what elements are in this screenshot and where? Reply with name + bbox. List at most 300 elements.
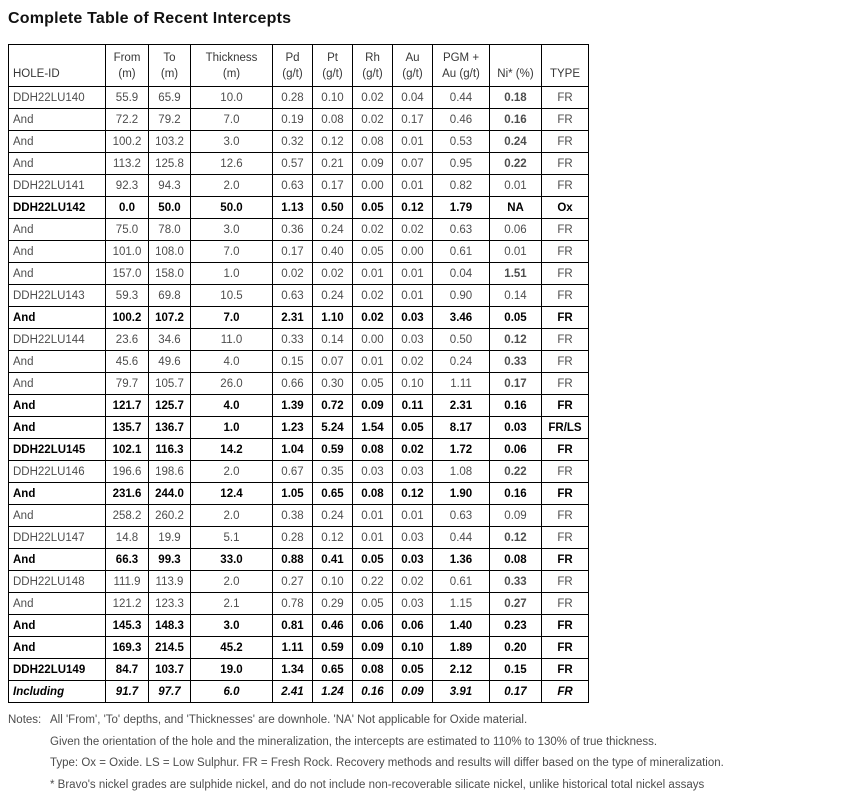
cell-type: FR — [542, 637, 589, 659]
cell-au: 0.06 — [393, 615, 433, 637]
table-row — [9, 109, 589, 131]
cell-to: 99.3 — [149, 549, 191, 571]
cell-from: 23.6 — [106, 329, 149, 351]
cell-pd: 2.41 — [273, 681, 313, 703]
cell-ni: 0.22 — [490, 153, 542, 175]
cell-rh: 0.01 — [353, 351, 393, 373]
cell-au: 0.03 — [393, 593, 433, 615]
cell-pd: 0.02 — [273, 263, 313, 285]
cell-pt: 0.24 — [313, 505, 353, 527]
cell-pgm-au: 1.08 — [433, 461, 490, 483]
cell-to: 79.2 — [149, 109, 191, 131]
cell-au: 0.01 — [393, 505, 433, 527]
table-row — [9, 659, 589, 681]
cell-from: 92.3 — [106, 175, 149, 197]
cell-rh: 0.00 — [353, 175, 393, 197]
cell-hole-id: And — [9, 505, 106, 527]
cell-thickness: 2.0 — [191, 461, 273, 483]
cell-thickness: 4.0 — [191, 351, 273, 373]
cell-pgm-au: 8.17 — [433, 417, 490, 439]
cell-ni: 0.20 — [490, 637, 542, 659]
cell-ni: 0.06 — [490, 219, 542, 241]
table-row — [9, 351, 589, 373]
cell-rh: 0.02 — [353, 219, 393, 241]
cell-pt: 0.08 — [313, 109, 353, 131]
cell-au: 0.07 — [393, 153, 433, 175]
cell-ni: 0.33 — [490, 351, 542, 373]
table-row — [9, 637, 589, 659]
cell-pgm-au: 1.90 — [433, 483, 490, 505]
cell-pgm-au: 0.53 — [433, 131, 490, 153]
cell-ni: 0.12 — [490, 329, 542, 351]
note-line-2: Given the orientation of the hole and the mineralization, the intercepts are estimated to 110% to 130% of true thickness. — [50, 735, 658, 748]
cell-ni: 0.01 — [490, 175, 542, 197]
cell-type: FR — [542, 593, 589, 615]
cell-rh: 0.02 — [353, 307, 393, 329]
cell-hole-id: DDH22LU145 — [9, 439, 106, 461]
cell-pt: 0.12 — [313, 131, 353, 153]
cell-to: 94.3 — [149, 175, 191, 197]
cell-pt: 0.10 — [313, 87, 353, 109]
column-header-ni: Ni* (%) — [490, 45, 542, 87]
cell-au: 0.05 — [393, 417, 433, 439]
cell-to: 108.0 — [149, 241, 191, 263]
cell-pt: 0.40 — [313, 241, 353, 263]
cell-to: 103.2 — [149, 131, 191, 153]
cell-type: FR — [542, 549, 589, 571]
cell-ni: 0.05 — [490, 307, 542, 329]
cell-from: 231.6 — [106, 483, 149, 505]
cell-rh: 0.22 — [353, 571, 393, 593]
cell-type: FR — [542, 571, 589, 593]
cell-pt: 0.72 — [313, 395, 353, 417]
cell-hole-id: And — [9, 637, 106, 659]
cell-from: 72.2 — [106, 109, 149, 131]
cell-pt: 1.24 — [313, 681, 353, 703]
cell-ni: 0.27 — [490, 593, 542, 615]
cell-type: FR — [542, 351, 589, 373]
cell-rh: 0.05 — [353, 241, 393, 263]
cell-pd: 0.19 — [273, 109, 313, 131]
cell-ni: 0.23 — [490, 615, 542, 637]
cell-au: 0.09 — [393, 681, 433, 703]
cell-au: 0.02 — [393, 351, 433, 373]
table-row — [9, 175, 589, 197]
cell-to: 65.9 — [149, 87, 191, 109]
cell-pt: 0.46 — [313, 615, 353, 637]
cell-ni: 0.24 — [490, 131, 542, 153]
column-header-pgm-au: PGM + Au (g/t) — [433, 45, 490, 87]
cell-au: 0.10 — [393, 637, 433, 659]
table-row — [9, 417, 589, 439]
cell-from: 121.7 — [106, 395, 149, 417]
cell-rh: 0.09 — [353, 153, 393, 175]
cell-type: FR — [542, 329, 589, 351]
cell-thickness: 3.0 — [191, 615, 273, 637]
cell-rh: 0.02 — [353, 109, 393, 131]
cell-au: 0.05 — [393, 659, 433, 681]
cell-pd: 2.31 — [273, 307, 313, 329]
table-row — [9, 395, 589, 417]
cell-rh: 0.08 — [353, 439, 393, 461]
cell-pgm-au: 1.11 — [433, 373, 490, 395]
cell-rh: 0.01 — [353, 505, 393, 527]
cell-pt: 1.10 — [313, 307, 353, 329]
cell-from: 258.2 — [106, 505, 149, 527]
cell-thickness: 10.5 — [191, 285, 273, 307]
cell-pt: 0.35 — [313, 461, 353, 483]
cell-ni: 0.15 — [490, 659, 542, 681]
cell-pt: 0.50 — [313, 197, 353, 219]
cell-ni: 0.01 — [490, 241, 542, 263]
table-row — [9, 329, 589, 351]
cell-hole-id: And — [9, 263, 106, 285]
cell-pd: 0.63 — [273, 175, 313, 197]
cell-from: 100.2 — [106, 307, 149, 329]
notes-section — [8, 710, 860, 796]
cell-thickness: 4.0 — [191, 395, 273, 417]
cell-from: 45.6 — [106, 351, 149, 373]
cell-pgm-au: 1.79 — [433, 197, 490, 219]
cell-pgm-au: 3.46 — [433, 307, 490, 329]
cell-from: 91.7 — [106, 681, 149, 703]
cell-pgm-au: 3.91 — [433, 681, 490, 703]
cell-ni: 0.06 — [490, 439, 542, 461]
cell-ni: 0.09 — [490, 505, 542, 527]
cell-to: 19.9 — [149, 527, 191, 549]
cell-thickness: 7.0 — [191, 109, 273, 131]
cell-to: 107.2 — [149, 307, 191, 329]
column-header-pd: Pd (g/t) — [273, 45, 313, 87]
cell-pt: 0.24 — [313, 219, 353, 241]
cell-pd: 0.38 — [273, 505, 313, 527]
cell-to: 103.7 — [149, 659, 191, 681]
cell-pt: 0.14 — [313, 329, 353, 351]
cell-rh: 0.08 — [353, 131, 393, 153]
cell-hole-id: And — [9, 307, 106, 329]
cell-hole-id: DDH22LU140 — [9, 87, 106, 109]
table-row — [9, 241, 589, 263]
cell-pd: 1.05 — [273, 483, 313, 505]
table-row — [9, 571, 589, 593]
cell-pd: 0.27 — [273, 571, 313, 593]
cell-hole-id: And — [9, 351, 106, 373]
cell-from: 169.3 — [106, 637, 149, 659]
intercepts-table — [8, 44, 589, 703]
cell-pgm-au: 0.61 — [433, 571, 490, 593]
cell-thickness: 33.0 — [191, 549, 273, 571]
cell-type: FR — [542, 505, 589, 527]
cell-from: 102.1 — [106, 439, 149, 461]
cell-to: 260.2 — [149, 505, 191, 527]
cell-hole-id: Including — [9, 681, 106, 703]
notes-lines — [50, 710, 860, 796]
cell-to: 78.0 — [149, 219, 191, 241]
cell-rh: 0.00 — [353, 329, 393, 351]
cell-type: FR — [542, 461, 589, 483]
cell-from: 157.0 — [106, 263, 149, 285]
cell-rh: 0.09 — [353, 637, 393, 659]
cell-to: 69.8 — [149, 285, 191, 307]
cell-thickness: 3.0 — [191, 131, 273, 153]
cell-au: 0.04 — [393, 87, 433, 109]
cell-thickness: 2.0 — [191, 571, 273, 593]
cell-ni: 0.12 — [490, 527, 542, 549]
cell-ni: 0.16 — [490, 395, 542, 417]
cell-type: FR — [542, 175, 589, 197]
cell-ni: 0.18 — [490, 87, 542, 109]
cell-rh: 0.05 — [353, 593, 393, 615]
cell-pt: 0.07 — [313, 351, 353, 373]
cell-from: 111.9 — [106, 571, 149, 593]
cell-to: 97.7 — [149, 681, 191, 703]
notes-label: Notes: — [8, 714, 42, 726]
cell-rh: 0.05 — [353, 549, 393, 571]
cell-type: FR — [542, 87, 589, 109]
cell-type: Ox — [542, 197, 589, 219]
cell-pd: 0.36 — [273, 219, 313, 241]
cell-pd: 1.04 — [273, 439, 313, 461]
cell-rh: 0.08 — [353, 483, 393, 505]
note-line-1: All 'From', 'To' depths, and 'Thicknesses' are downhole. 'NA' Not applicable for Oxide material. — [50, 714, 528, 726]
cell-pgm-au: 0.82 — [433, 175, 490, 197]
table-row — [9, 615, 589, 637]
cell-to: 198.6 — [149, 461, 191, 483]
cell-to: 214.5 — [149, 637, 191, 659]
cell-to: 244.0 — [149, 483, 191, 505]
cell-pgm-au: 2.12 — [433, 659, 490, 681]
cell-pgm-au: 0.95 — [433, 153, 490, 175]
cell-pgm-au: 0.44 — [433, 87, 490, 109]
cell-au: 0.03 — [393, 461, 433, 483]
cell-to: 136.7 — [149, 417, 191, 439]
cell-thickness: 1.0 — [191, 263, 273, 285]
table-row — [9, 681, 589, 703]
column-header-to: To (m) — [149, 45, 191, 87]
cell-au: 0.00 — [393, 241, 433, 263]
cell-hole-id: And — [9, 219, 106, 241]
column-header-rh: Rh (g/t) — [353, 45, 393, 87]
cell-pd: 0.67 — [273, 461, 313, 483]
cell-thickness: 45.2 — [191, 637, 273, 659]
cell-pd: 0.88 — [273, 549, 313, 571]
column-header-hole-id: HOLE-ID — [9, 45, 106, 87]
cell-from: 84.7 — [106, 659, 149, 681]
cell-rh: 0.06 — [353, 615, 393, 637]
cell-from: 121.2 — [106, 593, 149, 615]
note-line-3: Type: Ox = Oxide. LS = Low Sulphur. FR = Fresh Rock. Recovery methods and results will differ based on the type of mineralization. — [50, 757, 724, 769]
cell-au: 0.03 — [393, 527, 433, 549]
cell-pt: 0.29 — [313, 593, 353, 615]
cell-hole-id: And — [9, 241, 106, 263]
cell-pd: 0.63 — [273, 285, 313, 307]
cell-hole-id: And — [9, 153, 106, 175]
cell-thickness: 12.6 — [191, 153, 273, 175]
cell-type: FR — [542, 241, 589, 263]
cell-pd: 0.33 — [273, 329, 313, 351]
cell-to: 116.3 — [149, 439, 191, 461]
cell-type: FR — [542, 615, 589, 637]
table-body — [9, 87, 589, 703]
cell-type: FR — [542, 395, 589, 417]
cell-thickness: 3.0 — [191, 219, 273, 241]
cell-from: 196.6 — [106, 461, 149, 483]
cell-pgm-au: 0.04 — [433, 263, 490, 285]
cell-ni: 0.16 — [490, 109, 542, 131]
table-row — [9, 197, 589, 219]
cell-type: FR — [542, 307, 589, 329]
table-row — [9, 219, 589, 241]
cell-hole-id: And — [9, 131, 106, 153]
cell-thickness: 2.0 — [191, 505, 273, 527]
cell-thickness: 10.0 — [191, 87, 273, 109]
cell-ni: 1.51 — [490, 263, 542, 285]
cell-thickness: 2.1 — [191, 593, 273, 615]
cell-au: 0.12 — [393, 197, 433, 219]
cell-pgm-au: 1.89 — [433, 637, 490, 659]
cell-pd: 1.11 — [273, 637, 313, 659]
cell-pgm-au: 1.40 — [433, 615, 490, 637]
cell-ni: 0.08 — [490, 549, 542, 571]
table-row — [9, 593, 589, 615]
cell-to: 105.7 — [149, 373, 191, 395]
cell-type: FR — [542, 109, 589, 131]
cell-hole-id: DDH22LU142 — [9, 197, 106, 219]
table-row — [9, 483, 589, 505]
cell-pt: 0.21 — [313, 153, 353, 175]
cell-pt: 0.30 — [313, 373, 353, 395]
cell-rh: 0.16 — [353, 681, 393, 703]
cell-from: 0.0 — [106, 197, 149, 219]
cell-thickness: 2.0 — [191, 175, 273, 197]
cell-type: FR — [542, 439, 589, 461]
cell-hole-id: And — [9, 395, 106, 417]
cell-pd: 0.66 — [273, 373, 313, 395]
note-line-4: * Bravo's nickel grades are sulphide nickel, and do not include non-recoverable silicate nickel, unlike historical total nickel assays — [50, 778, 705, 791]
cell-hole-id: DDH22LU144 — [9, 329, 106, 351]
cell-pgm-au: 1.72 — [433, 439, 490, 461]
cell-pd: 0.57 — [273, 153, 313, 175]
cell-thickness: 6.0 — [191, 681, 273, 703]
cell-pd: 0.28 — [273, 527, 313, 549]
cell-from: 135.7 — [106, 417, 149, 439]
cell-hole-id: And — [9, 109, 106, 131]
cell-to: 125.8 — [149, 153, 191, 175]
cell-type: FR — [542, 527, 589, 549]
cell-ni: 0.17 — [490, 681, 542, 703]
cell-pt: 0.59 — [313, 637, 353, 659]
cell-rh: 0.08 — [353, 659, 393, 681]
cell-to: 113.9 — [149, 571, 191, 593]
cell-from: 113.2 — [106, 153, 149, 175]
cell-hole-id: And — [9, 549, 106, 571]
cell-pd: 1.13 — [273, 197, 313, 219]
cell-thickness: 19.0 — [191, 659, 273, 681]
cell-rh: 0.02 — [353, 87, 393, 109]
cell-from: 145.3 — [106, 615, 149, 637]
cell-hole-id: And — [9, 417, 106, 439]
cell-hole-id: DDH22LU147 — [9, 527, 106, 549]
column-header-type: TYPE — [542, 45, 589, 87]
cell-from: 55.9 — [106, 87, 149, 109]
cell-thickness: 26.0 — [191, 373, 273, 395]
cell-pd: 1.23 — [273, 417, 313, 439]
cell-pd: 0.78 — [273, 593, 313, 615]
cell-type: FR — [542, 285, 589, 307]
cell-au: 0.02 — [393, 571, 433, 593]
cell-pgm-au: 0.90 — [433, 285, 490, 307]
cell-type: FR — [542, 153, 589, 175]
cell-rh: 0.05 — [353, 373, 393, 395]
cell-thickness: 7.0 — [191, 307, 273, 329]
cell-pgm-au: 0.50 — [433, 329, 490, 351]
table-row — [9, 549, 589, 571]
cell-pgm-au: 0.24 — [433, 351, 490, 373]
cell-thickness: 50.0 — [191, 197, 273, 219]
cell-ni: 0.14 — [490, 285, 542, 307]
cell-from: 79.7 — [106, 373, 149, 395]
cell-pt: 5.24 — [313, 417, 353, 439]
cell-au: 0.01 — [393, 285, 433, 307]
column-header-thickness: Thickness (m) — [191, 45, 273, 87]
cell-from: 75.0 — [106, 219, 149, 241]
cell-to: 123.3 — [149, 593, 191, 615]
cell-au: 0.11 — [393, 395, 433, 417]
page-title: Complete Table of Recent Intercepts — [8, 10, 292, 27]
cell-type: FR — [542, 681, 589, 703]
cell-pd: 1.34 — [273, 659, 313, 681]
column-header-from: From (m) — [106, 45, 149, 87]
table-row — [9, 87, 589, 109]
cell-au: 0.03 — [393, 329, 433, 351]
cell-hole-id: DDH22LU149 — [9, 659, 106, 681]
cell-rh: 0.02 — [353, 285, 393, 307]
cell-au: 0.01 — [393, 175, 433, 197]
cell-ni: 0.03 — [490, 417, 542, 439]
column-header-pt: Pt (g/t) — [313, 45, 353, 87]
cell-pt: 0.12 — [313, 527, 353, 549]
cell-to: 49.6 — [149, 351, 191, 373]
cell-pt: 0.17 — [313, 175, 353, 197]
cell-au: 0.12 — [393, 483, 433, 505]
cell-pgm-au: 1.36 — [433, 549, 490, 571]
cell-type: FR — [542, 659, 589, 681]
cell-from: 66.3 — [106, 549, 149, 571]
cell-au: 0.03 — [393, 307, 433, 329]
table-row — [9, 153, 589, 175]
cell-pgm-au: 1.15 — [433, 593, 490, 615]
cell-from: 59.3 — [106, 285, 149, 307]
cell-au: 0.01 — [393, 263, 433, 285]
cell-ni: 0.33 — [490, 571, 542, 593]
cell-au: 0.02 — [393, 439, 433, 461]
cell-rh: 1.54 — [353, 417, 393, 439]
cell-thickness: 12.4 — [191, 483, 273, 505]
cell-pt: 0.02 — [313, 263, 353, 285]
cell-pd: 0.32 — [273, 131, 313, 153]
cell-rh: 0.09 — [353, 395, 393, 417]
table-row — [9, 373, 589, 395]
cell-hole-id: DDH22LU143 — [9, 285, 106, 307]
cell-pd: 0.28 — [273, 87, 313, 109]
cell-hole-id: DDH22LU141 — [9, 175, 106, 197]
cell-rh: 0.03 — [353, 461, 393, 483]
table-row — [9, 439, 589, 461]
cell-type: FR — [542, 263, 589, 285]
cell-pgm-au: 0.44 — [433, 527, 490, 549]
cell-rh: 0.05 — [353, 197, 393, 219]
cell-type: FR — [542, 373, 589, 395]
